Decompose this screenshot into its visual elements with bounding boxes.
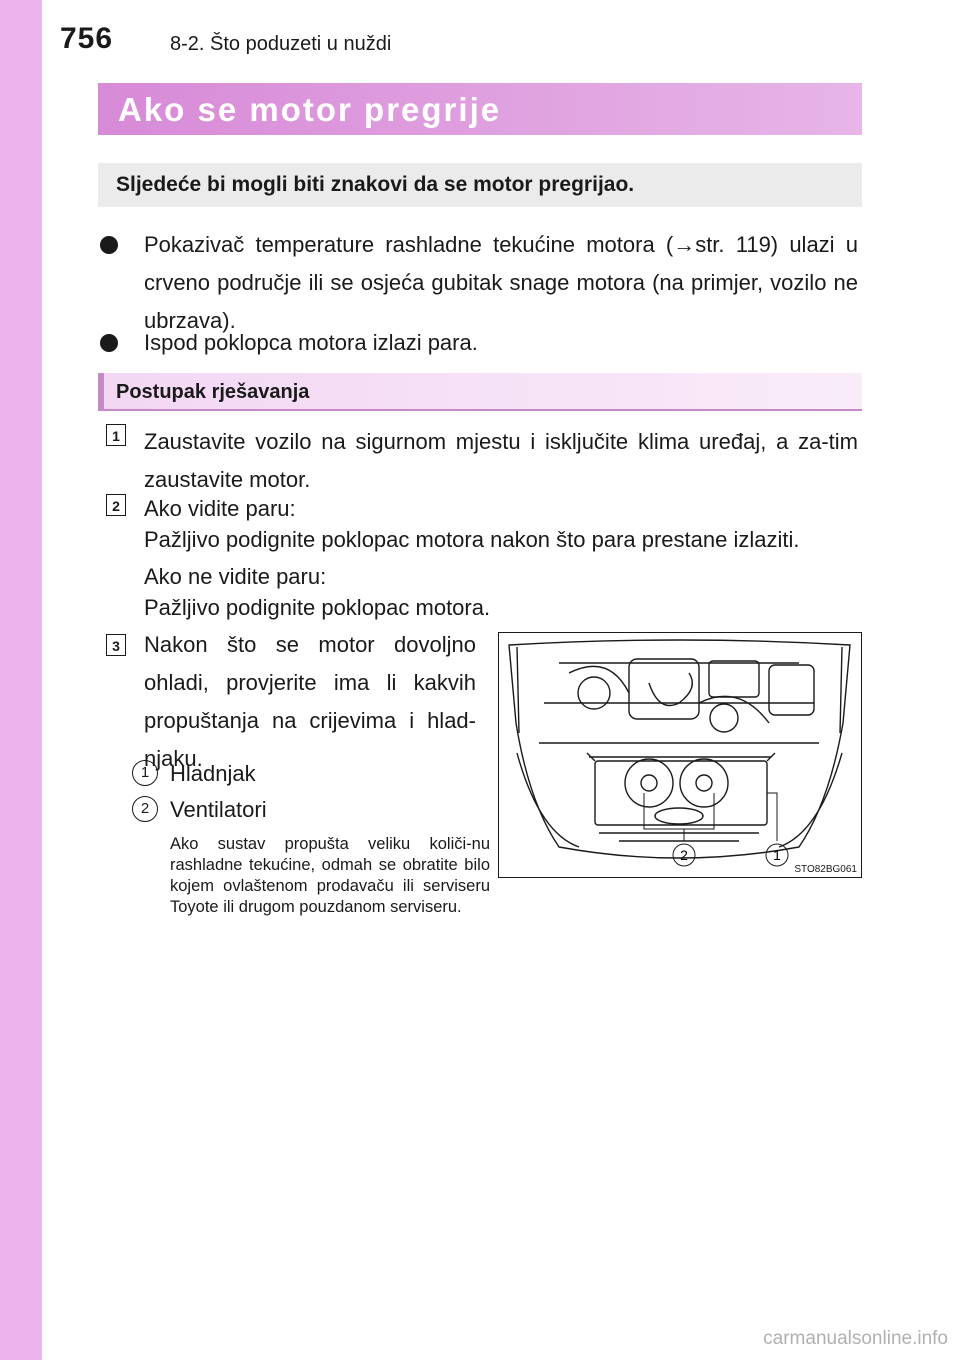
engine-bay-drawing [499, 633, 860, 876]
figure-callout-2: 2 [680, 847, 688, 863]
signs-heading: Sljedeće bi mogli biti znakovi da se motor pregrijao. [116, 173, 635, 196]
step-text: Nakon što se motor dovoljno ohladi, provjerite ima li kakvih propuštanja na crijevima i hlad-njaku. [144, 632, 476, 771]
signs-heading-box [98, 163, 862, 207]
step-text: Ako ne vidite paru: [144, 564, 327, 589]
bullet-item: Ispod poklopca motora izlazi para. [144, 330, 478, 355]
side-color-strip [0, 0, 42, 1360]
step-number-badge: 3 [106, 634, 126, 656]
bullet-icon [100, 236, 118, 254]
bullet-item: Pokazivač temperature rashladne tekućine motora (→str. 119) ulazi u crveno područje ili se osjeća gubitak snage motora (na primjer, vozilo ne ubrzava). [144, 232, 858, 333]
note-text: Ako sustav propušta veliku količi-nu rashladne tekućine, odmah se obratite bilo kojem ovlaštenom prodavaču ili serviseru Toyote ili drugom pouzdanom serviseru. [170, 835, 490, 916]
figure-callout-1: 1 [773, 847, 781, 863]
engine-bay-illustration [498, 632, 862, 878]
page-title: Ako se motor pregrije [118, 91, 502, 128]
step-text: Ako vidite paru: [144, 496, 296, 521]
step-text: Pažljivo podignite poklopac motora. [144, 595, 491, 620]
step-text: Zaustavite vozilo na sigurnom mjestu i isključite klima uređaj, a za-tim zaustavite motor. [144, 429, 858, 492]
chapter-title: 8-2. Što poduzeti u nuždi [170, 33, 392, 55]
procedure-heading: Postupak rješavanja [116, 381, 310, 403]
step-text: Pažljivo podignite poklopac motora nakon što para prestane izlaziti. [144, 527, 800, 552]
page-number: 756 [60, 22, 114, 55]
figure-code: STO82BG061 [794, 864, 857, 875]
callout-label: Ventilatori [170, 797, 267, 822]
callout-number: 1 [132, 760, 158, 786]
section-title-bar [98, 83, 862, 135]
procedure-heading-bar [98, 373, 862, 411]
callout-label: Hladnjak [170, 761, 256, 786]
watermark: carmanualsonline.info [763, 1328, 948, 1349]
step-number-badge: 2 [106, 494, 126, 516]
callout-number: 2 [132, 796, 158, 822]
bullet-icon [100, 334, 118, 352]
step-number-badge: 1 [106, 424, 126, 446]
